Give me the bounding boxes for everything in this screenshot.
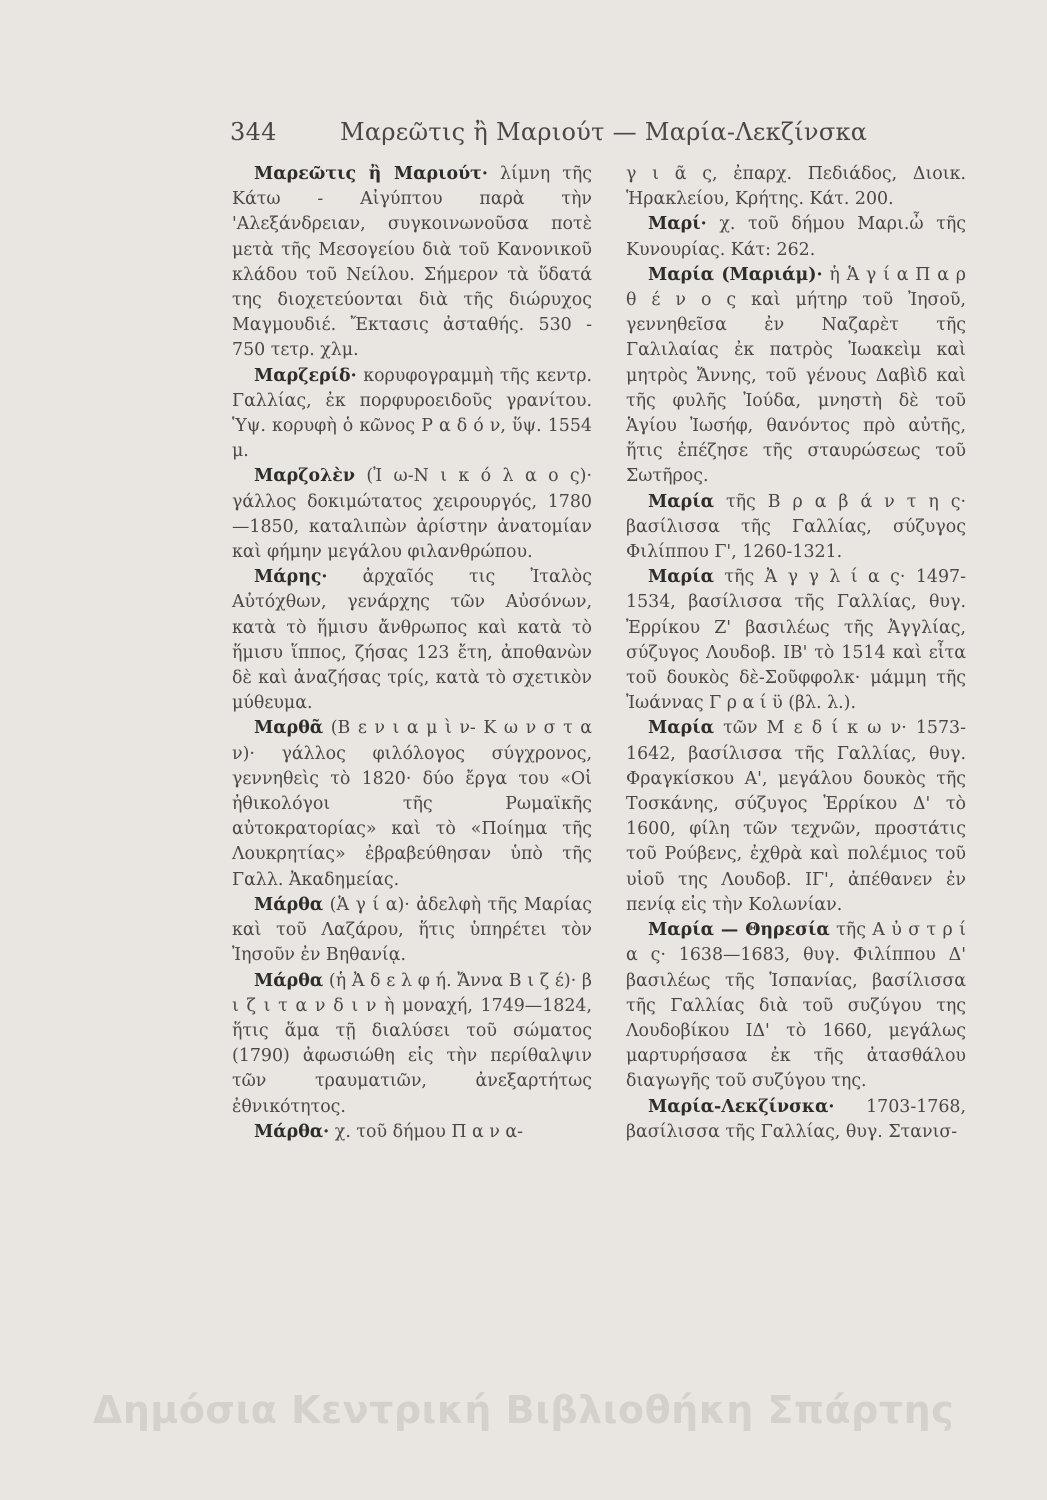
entry-text: τῆς Β ρ α β ά ν τ η ς· βασίλισσα τῆς Γαλλίας, σύζυγος Φιλίππου Γ', 1260-1321. bbox=[626, 491, 966, 563]
entry-headword: Μάρης· bbox=[254, 567, 328, 588]
dictionary-entry bbox=[626, 263, 966, 490]
dictionary-entry bbox=[232, 364, 592, 465]
right-column bbox=[626, 162, 966, 1145]
dictionary-entry bbox=[232, 464, 592, 565]
entry-headword: Μαρία — Θηρεσία bbox=[648, 920, 830, 941]
dictionary-entry bbox=[626, 1095, 966, 1145]
entry-text: τῆς Α ὐ σ τ ρ ί α ς· 1638—1683, θυγ. Φιλίππου Δ' βασιλέως τῆς Ἱσπανίας, βασίλισσα τῆς Γαλλίας διὰ τοῦ συζύγου της Λουδοβίκου ΙΔ' τὸ 1660, μεγάλως μαρτυρήσασα ἐκ τῆς ἀτασθάλου διαγωγῆς τοῦ συζύγου της. bbox=[626, 920, 966, 1092]
entry-headword: Μάρθα bbox=[254, 970, 324, 991]
library-watermark: Δημόσια Κεντρική Βιβλιοθήκη Σπάρτης bbox=[92, 1388, 955, 1432]
dictionary-entry bbox=[232, 1120, 592, 1145]
entry-headword: Μάρθα bbox=[254, 894, 324, 915]
entry-text: λίμνη τῆς Κάτω - Αἰγύπτου παρὰ τὴν 'Αλεξάνδρειαν, συγκοινωνοῦσα ποτὲ μετὰ τῆς Μεσογείου διὰ τοῦ Κανονικοῦ κλάδου τοῦ Νείλου. Σήμερον τὰ ὕδατά της διοχετεύονται διὰ τῆς διώρυχος Μαγμουδιέ. Ἔκτασις ἀσταθής. 530 - 750 τετρ. χλμ. bbox=[232, 164, 592, 361]
entry-text: (Β ε ν ι α μ ὶ ν- Κ ω ν σ τ α ν)· γάλλος φιλόλογος σύγχρονος, γεννηθεὶς τὸ 1820· δύο ἔργα του «Οἱ ἠθικολόγοι τῆς Ρωμαϊκῆς αὐτοκρατορίας» καὶ τὸ «Ποίημα τῆς Λουκρητίας» ἐβραβεύθησαν ὑπὸ τῆς Γαλλ. Ἀκαδημείας. bbox=[232, 718, 592, 890]
running-title: Μαρεῶτις ἢ Μαριούτ — Μαρία-Λεκζίνσκα bbox=[340, 118, 868, 146]
dictionary-entry bbox=[626, 565, 966, 716]
entry-text: (ἡ Ἀ δ ε λ φ ή. Ἄννα Β ι ζ έ)· β ι ζ ι τ α ν δ ι ν ὴ μοναχή, 1749—1824, ἥτις ἅμα τῇ διαλύσει τοῦ σώματος (1790) ἀφωσιώθη εἰς τὴν περίθαλψιν τῶν τραυματιῶν, ἀνεξαρτήτως ἐθνικότητος. bbox=[232, 970, 592, 1117]
entry-text: τῶν Μ ε δ ί κ ω ν· 1573-1642, βασίλισσα τῆς Γαλλίας, θυγ. Φραγκίσκου Α', μεγάλου δουκὸς τῆς Τοσκάνης, σύζυγος Ἐρρίκου Δ' τὸ 1600, φίλη τῶν τεχνῶν, προστάτις τοῦ Ρούβενς, ἐχθρὰ καὶ πολέμιος τοῦ υἱοῦ της Λουδοβ. ΙΓ', ἀπέθανεν ἐν πενίᾳ εἰς τὴν Κολωνίαν. bbox=[626, 718, 966, 915]
entry-text: κορυφογραμμὴ τῆς κεντρ. Γαλλίας, ἐκ πορφυροειδοῦς γρανίτου. Ὑψ. κορυφὴ ὁ κῶνος Ρ α δ ό ν, ὕψ. 1554 μ. bbox=[232, 365, 592, 462]
entry-headword: Μαρί· bbox=[648, 214, 707, 235]
entry-headword: Μαρία-Λεκζίνσκα· bbox=[648, 1096, 835, 1117]
entry-text: 1703-1768, βασίλισσα τῆς Γαλλίας, θυγ. Στανισ- bbox=[626, 1096, 966, 1142]
entry-text: ἀρχαῖός τις Ἰταλὸς Αὐτόχθων, γενάρχης τῶν Αὐσόνων, κατὰ τὸ ἥμισυ ἄνθρωπος καὶ κατὰ τὸ ἥμισυ ἵππος, ζήσας 123 ἔτη, ἀποθανὼν δὲ καὶ ἀναζήσας τρίς, κατὰ τὸ σχετικὸν μύθευμα. bbox=[232, 567, 592, 714]
entry-headword: Μαρία bbox=[648, 491, 714, 512]
entry-headword: Μαρεῶτις ἢ Μαριούτ· bbox=[254, 164, 488, 184]
entry-text: χ. τοῦ δήμου Μαρι.ὦ τῆς Κυνουρίας. Κάτ: 262. bbox=[626, 214, 966, 260]
entry-text: (Ἁ γ ί α)· ἀδελφὴ τῆς Μαρίας καὶ τοῦ Λαζάρου, ἥτις ὑπηρέτει τὸν Ἰησοῦν ἐν Βηθανίᾳ. bbox=[232, 894, 592, 966]
page-number: 344 bbox=[230, 118, 277, 146]
dictionary-entry bbox=[232, 893, 592, 969]
entry-text: γ ι ᾶ ς, ἐπαρχ. Πεδιάδος, Διοικ. Ἡρακλείου, Κρήτης. Κάτ. 200. bbox=[626, 164, 966, 210]
dictionary-entry bbox=[232, 716, 592, 892]
dictionary-entry bbox=[232, 162, 592, 364]
entry-headword: Μάρθα· bbox=[254, 1121, 330, 1142]
dictionary-entry bbox=[626, 716, 966, 918]
entry-text: χ. τοῦ δήμου Π α ν α- bbox=[329, 1121, 524, 1142]
entry-headword: Μαρζολὲν bbox=[254, 466, 355, 487]
entry-headword: Μαρία bbox=[648, 567, 714, 588]
entry-headword: Μαρία (Μαριάμ)· bbox=[648, 264, 823, 285]
dictionary-entry bbox=[626, 918, 966, 1094]
dictionary-entry bbox=[232, 969, 592, 1120]
entry-headword: Μαρζερίδ· bbox=[254, 365, 357, 386]
left-column bbox=[232, 162, 592, 1145]
entry-text: τῆς Ἀ γ γ λ ί α ς· 1497-1534, βασίλισσα τῆς Γαλλίας, θυγ. Ἐρρίκου Ζ' βασιλέως τῆς Ἀγγλίας, σύζυγος Λουδοβ. ΙΒ' τὸ 1514 καὶ εἶτα τοῦ δουκὸς δὲ-Σοῦφφολκ· μάμμη τῆς Ἰωάννας Γ ρ α ί ϋ (βλ. λ.). bbox=[626, 567, 966, 714]
entry-text: (Ἰ ω-Ν ι κ ό λ α ο ς)· γάλλος δοκιμώτατος χειρουργός, 1780 —1850, καταλιπὼν ἀρίστην ἀνατομίαν καὶ φήμην μεγάλου φιλανθρώπου. bbox=[232, 466, 592, 563]
dictionary-entry bbox=[626, 490, 966, 566]
entry-headword: Μαρία bbox=[648, 718, 714, 739]
dictionary-entry bbox=[232, 565, 592, 716]
dictionary-entry-continuation bbox=[626, 162, 966, 212]
entry-text: ἡ Ἁ γ ί α Π α ρ θ έ ν ο ς καὶ μήτηρ τοῦ Ἰησοῦ, γεννηθεῖσα ἐν Ναζαρὲτ τῆς Γαλιλαίας ἐκ πατρὸς Ἰωακεὶμ καὶ μητρὸς Ἄννης, τοῦ γένους Δαβὶδ καὶ τῆς φυλῆς Ἰούδα, μνηστὴ δὲ τοῦ Ἁγίου Ἰωσήφ, θανόντος πρὸ αὐτῆς, ἥτις ἐπέζησε τῆς σταυρώσεως τοῦ Σωτῆρος. bbox=[626, 264, 966, 487]
dictionary-entry bbox=[626, 212, 966, 262]
entry-headword: Μαρθᾶ bbox=[254, 718, 324, 739]
